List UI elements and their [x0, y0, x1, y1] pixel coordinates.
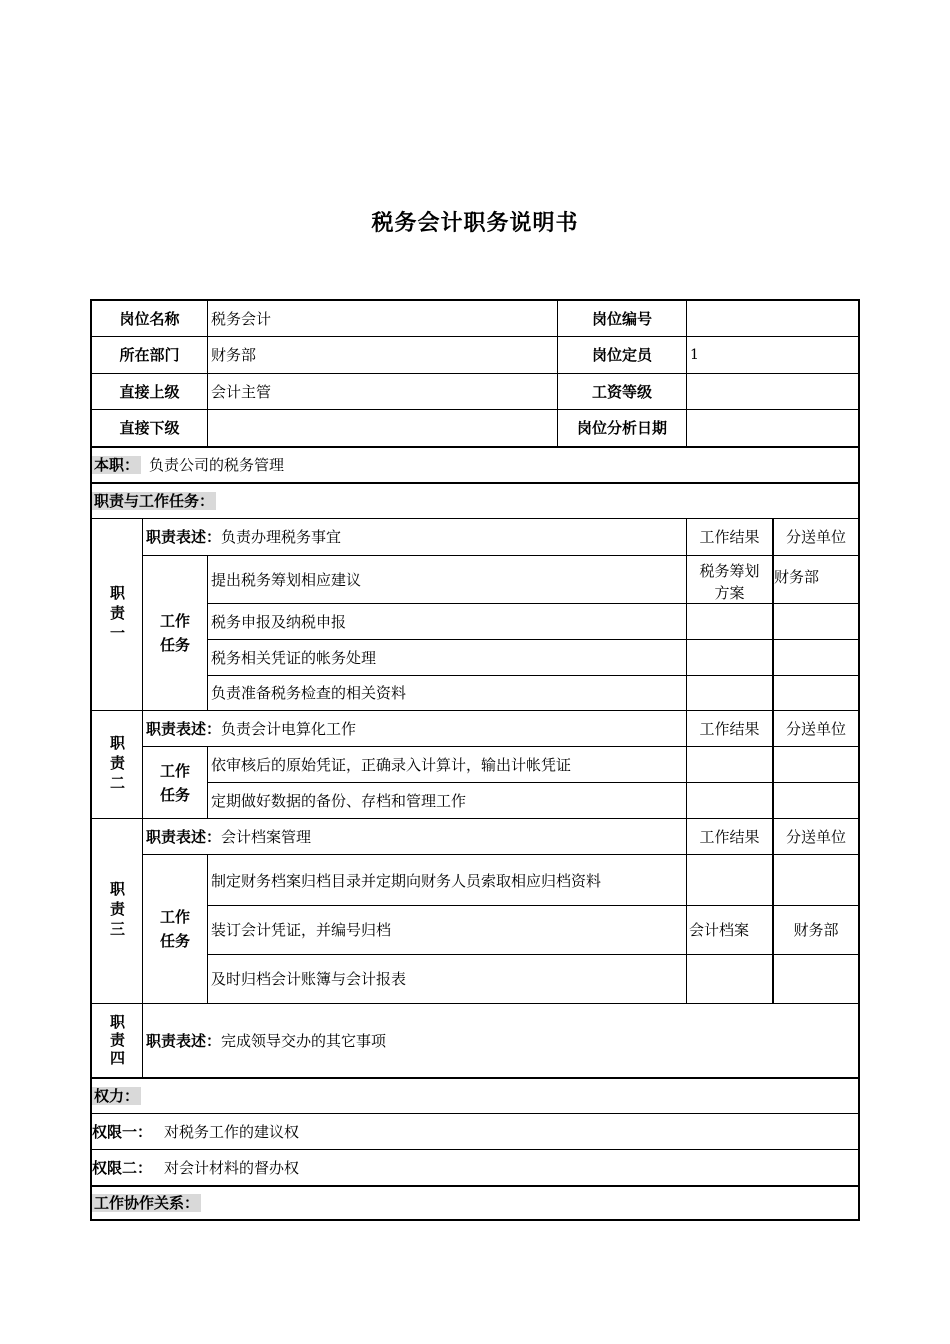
- duty2-desc-label: 职责表述：: [146, 719, 222, 738]
- analysis-date-value: [686, 409, 858, 446]
- duty4-label-cell: [92, 1003, 142, 1077]
- duty1-task4-result: [686, 675, 772, 710]
- duty1-task3-dest: [772, 639, 858, 675]
- duty1-task3-result: [686, 639, 772, 675]
- position-no-value: [686, 301, 858, 336]
- duty3-task3-result: [686, 954, 772, 1003]
- duty4-desc-label: 职责表述：: [146, 1031, 222, 1050]
- authority-item-1: [92, 1113, 858, 1149]
- position-name-value: 税务会计: [207, 301, 557, 336]
- superior-label: 直接上级: [92, 373, 207, 409]
- duty1-desc-row: [142, 518, 686, 555]
- job-description-table: [90, 299, 860, 1221]
- duty1-task4-dest: [772, 675, 858, 710]
- duty2-task-label: 工作任务: [159, 761, 190, 804]
- duty1-task1: 提出税务筹划相应建议: [207, 555, 686, 603]
- duty3-task3-dest: [772, 954, 858, 1003]
- duty4-desc: 完成领导交办的其它事项: [221, 1031, 387, 1050]
- authority-item-2-value: 对会计材料的督办权: [164, 1158, 300, 1177]
- duty2-task2: 定期做好数据的备份、存档和管理工作: [207, 782, 686, 818]
- duty3-task-label: 工作任务: [159, 908, 190, 950]
- duty1-desc: 负责办理税务事宜: [221, 528, 342, 546]
- position-name-label: 岗位名称: [119, 309, 180, 328]
- duty2-task-label-cell: [142, 746, 207, 818]
- duty2-task2-result: [686, 782, 772, 818]
- duty2-task2-dest: [772, 782, 858, 818]
- duty2-result-header: 工作结果: [686, 710, 772, 746]
- duty1-task-label: 工作任务: [159, 612, 190, 654]
- duty2-label-cell: [92, 710, 142, 818]
- duty2-task1: 依审核后的原始凭证，正确录入计算计，输出计帐凭证: [207, 746, 686, 782]
- duty1-desc-label: 职责表述：: [146, 528, 222, 546]
- basic-duty-label: 本职：: [94, 456, 140, 474]
- duty1-result-header: 工作结果: [686, 518, 772, 555]
- authority-header: 权力：: [94, 1087, 140, 1105]
- duty1-task2-result: [686, 603, 772, 639]
- duty1-task1-result: 税务筹划方案: [686, 555, 772, 603]
- duty2-dest-header: 分送单位: [772, 710, 858, 746]
- duty1-task2: 税务申报及纳税申报: [207, 603, 686, 639]
- duty1-label: 职责一: [108, 584, 126, 645]
- duty4-label: 职责四: [108, 1013, 126, 1068]
- duty3-task1-result: [686, 854, 772, 905]
- duty2-label: 职责二: [108, 734, 126, 795]
- salary-grade-value: [686, 373, 858, 409]
- cooperation-header: 工作协作关系：: [94, 1194, 200, 1212]
- department-label: 所在部门: [92, 336, 207, 373]
- duty1-task4: 负责准备税务检查的相关资料: [207, 675, 686, 710]
- authority-item-2-label: 权限二：: [92, 1158, 153, 1177]
- duty3-task1-dest: [772, 854, 858, 905]
- duty2-desc: 负责会计电算化工作: [221, 719, 357, 738]
- duty3-dest-header: 分送单位: [772, 818, 858, 854]
- salary-grade-label: 工资等级: [557, 373, 686, 409]
- headcount-label: 岗位定员: [557, 336, 686, 373]
- duty3-desc-row: [142, 818, 686, 854]
- page-title: 税务会计职务说明书: [371, 211, 579, 236]
- analysis-date-label: 岗位分析日期: [557, 409, 686, 446]
- duty4-desc-row: [142, 1003, 858, 1077]
- cooperation-header-row: [92, 1185, 858, 1219]
- duty3-task2-result: 会计档案: [686, 905, 772, 954]
- duty3-task2-dest: 财务部: [772, 905, 858, 954]
- duty2-task1-dest: [772, 746, 858, 782]
- duty3-task2: 装订会计凭证，并编号归档: [207, 905, 686, 954]
- duties-header: 职责与工作任务：: [94, 492, 215, 510]
- duty3-task1: 制定财务档案归档目录并定期向财务人员索取相应归档资料: [207, 854, 686, 905]
- authority-item-2: [92, 1149, 858, 1185]
- duty1-task1-dest: 财务部: [772, 555, 858, 603]
- duty2-task1-result: [686, 746, 772, 782]
- duty3-label: 职责三: [108, 881, 126, 941]
- duty1-label-cell: [92, 518, 142, 710]
- subordinate-value: [207, 409, 557, 446]
- headcount-value: 1: [686, 336, 858, 373]
- duty1-task-label-cell: [142, 555, 207, 710]
- duty3-task3: 及时归档会计账簿与会计报表: [207, 954, 686, 1003]
- department-value: 财务部: [207, 336, 557, 373]
- position-no-label: 岗位编号: [557, 301, 686, 336]
- duty3-task-label-cell: [142, 854, 207, 1003]
- duty1-task2-dest: [772, 603, 858, 639]
- duty2-desc-row: [142, 710, 686, 746]
- duty1-task3: 税务相关凭证的帐务处理: [207, 639, 686, 675]
- basic-duty-row: [92, 446, 858, 482]
- authority-item-1-value: 对税务工作的建议权: [164, 1122, 300, 1141]
- subordinate-label: 直接下级: [92, 409, 207, 446]
- duty3-label-cell: [92, 818, 142, 1003]
- duties-header-row: [92, 482, 858, 518]
- superior-value: 会计主管: [207, 373, 557, 409]
- duty3-desc: 会计档案管理: [221, 827, 312, 846]
- duty3-desc-label: 职责表述：: [146, 827, 222, 846]
- duty1-dest-header: 分送单位: [772, 518, 858, 555]
- basic-duty-value: 负责公司的税务管理: [149, 456, 285, 474]
- authority-header-row: [92, 1077, 858, 1113]
- authority-item-1-label: 权限一：: [92, 1122, 153, 1141]
- duty3-result-header: 工作结果: [686, 818, 772, 854]
